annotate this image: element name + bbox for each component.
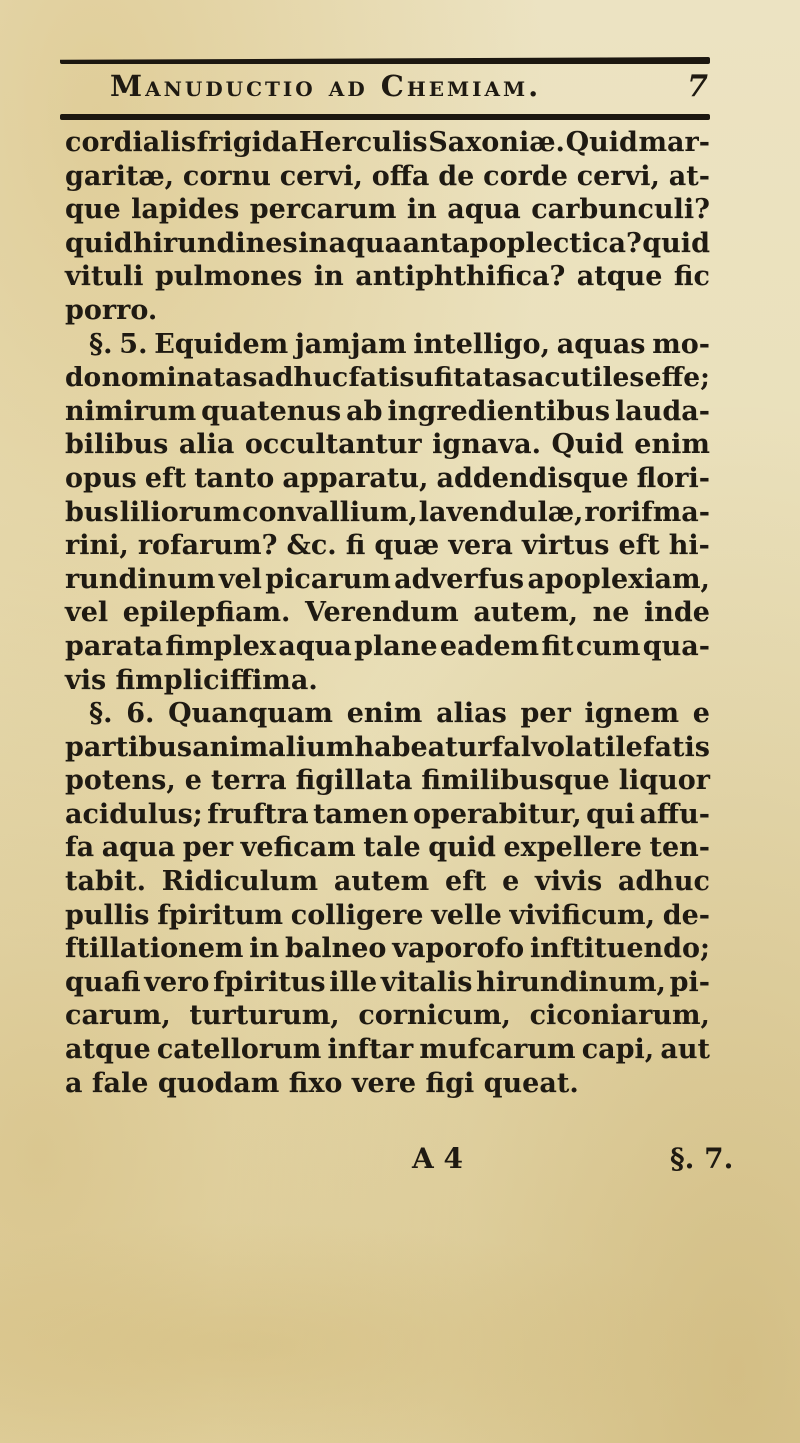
word: Quanquam <box>168 698 334 730</box>
word: fpiritus <box>213 966 326 998</box>
running-header <box>110 64 710 108</box>
word: capi, <box>581 1034 655 1066</box>
word: qua- <box>642 630 710 662</box>
word: bilibus <box>65 429 169 461</box>
word: &c. <box>286 530 337 562</box>
text-line <box>65 831 710 865</box>
word: vivis <box>535 866 603 898</box>
text-line <box>65 227 710 261</box>
word: apparatu, <box>282 462 429 494</box>
word: velle <box>431 899 502 931</box>
word: balneo <box>284 933 387 965</box>
word: utiles <box>560 362 645 394</box>
word: fatis <box>642 731 710 763</box>
word: expellere <box>503 832 642 864</box>
word: fit <box>541 630 574 662</box>
word: aqua <box>278 630 352 662</box>
word: vaporofo <box>392 933 525 965</box>
section-heading-line <box>65 328 710 362</box>
text-line <box>65 1033 710 1067</box>
word: veficam <box>240 832 356 864</box>
word: catellorum <box>156 1034 322 1066</box>
word: rofarum? <box>137 530 278 562</box>
word: in <box>406 194 437 226</box>
word: tale <box>363 832 421 864</box>
word: inftituendo; <box>530 933 710 965</box>
word: vituli <box>65 261 144 293</box>
catchword: §. 7. <box>670 1142 734 1175</box>
word: eft <box>445 866 487 898</box>
word: percarum <box>249 194 397 226</box>
word: liquor <box>618 765 710 797</box>
text-line <box>65 260 710 294</box>
word: tabit. <box>65 866 146 898</box>
word: Verendum <box>304 597 459 629</box>
word: aqua <box>447 194 521 226</box>
word: ingredientibus <box>387 395 611 427</box>
word: mar- <box>638 127 710 158</box>
word: ignava. <box>432 429 541 461</box>
text-line <box>65 395 710 429</box>
word: fruftra <box>207 798 309 830</box>
text-line <box>65 193 710 227</box>
word: per <box>520 698 571 730</box>
page-footer <box>0 1142 800 1176</box>
word: figillata <box>295 765 413 797</box>
word: cordialis <box>65 127 197 158</box>
word: fi <box>345 530 366 562</box>
word: fa <box>65 832 95 864</box>
word: pi- <box>669 966 710 998</box>
word: animalium <box>192 731 355 763</box>
word: partibus <box>65 731 193 763</box>
word: offa <box>371 160 430 192</box>
word: Ridiculum <box>161 866 319 898</box>
word: in <box>313 261 344 293</box>
word: affu- <box>639 798 710 830</box>
word: colligere <box>290 899 424 931</box>
word: ciconiarum, <box>529 1000 710 1032</box>
word: rundinum <box>65 563 216 595</box>
word: liliorum <box>119 496 242 528</box>
word: operabitur, <box>412 798 582 830</box>
word: intelligo, <box>413 328 550 360</box>
text-line <box>65 865 710 899</box>
word: fimilibusque <box>421 765 610 797</box>
word: nominatas <box>101 362 258 394</box>
word: inde <box>644 597 710 629</box>
word: tamen <box>313 798 409 830</box>
word: opus <box>65 462 137 494</box>
word: Quid <box>565 127 638 158</box>
word: convallium, <box>242 496 418 528</box>
word: fimplex <box>165 630 276 662</box>
text-line: vis fimpliciffima. <box>65 664 318 696</box>
word: potens, <box>65 765 176 797</box>
word: garitæ, <box>65 160 175 192</box>
word: ufitatas <box>414 362 527 394</box>
word: fpiritum <box>157 899 284 931</box>
word: per <box>182 832 234 864</box>
word: in <box>249 933 280 965</box>
word: qui <box>586 798 635 830</box>
word: apoplexiam, <box>527 563 710 595</box>
text-line <box>65 596 710 630</box>
word: Herculis <box>298 127 428 158</box>
word: epilepfiam. <box>122 597 291 629</box>
word: autem, <box>473 597 579 629</box>
word: effe; <box>644 362 710 394</box>
word: fatis <box>348 362 415 394</box>
word: eft <box>618 530 660 562</box>
word: volatile <box>531 731 643 763</box>
word: Quid <box>551 429 624 461</box>
word: vel <box>65 597 109 629</box>
word: antapoplectica? <box>402 227 642 259</box>
word: cum <box>575 630 641 662</box>
text-line <box>65 899 710 933</box>
text-line: porro. <box>65 294 158 326</box>
word: alias <box>436 698 507 730</box>
word: ten- <box>649 832 710 864</box>
word: fic <box>673 261 710 293</box>
text-line <box>65 966 710 1000</box>
word: cervi, <box>576 160 660 192</box>
word: picarum <box>265 563 391 595</box>
word: autem <box>333 866 430 898</box>
word: vera <box>448 530 513 562</box>
word: vel <box>218 563 262 595</box>
word: addendisque <box>436 462 629 494</box>
word: e <box>184 765 202 797</box>
word: turturum, <box>189 1000 340 1032</box>
word: adhuc <box>257 362 349 394</box>
word: antiphthifica? <box>355 261 566 293</box>
word: Saxoniæ. <box>428 127 565 158</box>
word: habeatur <box>354 731 492 763</box>
word: Equidem <box>154 328 289 360</box>
word: ne <box>592 597 630 629</box>
word: §. <box>89 328 113 360</box>
word: aut <box>660 1034 710 1066</box>
text-line <box>65 999 710 1033</box>
word: carbunculi? <box>531 194 710 226</box>
word: terra <box>210 765 287 797</box>
text-line: a fale quodam fixo vere figi queat. <box>65 1067 579 1099</box>
running-title: Manuductio ad Chemiam. <box>110 69 542 103</box>
word: quafi <box>65 966 141 998</box>
word: bus <box>65 496 119 528</box>
page-number: 7 <box>687 68 710 104</box>
word: eadem <box>439 630 540 662</box>
text-line <box>65 764 710 798</box>
text-line <box>65 563 710 597</box>
word: pullis <box>65 899 150 931</box>
word: de <box>438 160 475 192</box>
word: mufcarum <box>419 1034 576 1066</box>
word: atque <box>576 261 663 293</box>
word: frigida <box>196 127 299 158</box>
word: rorifma- <box>584 496 710 528</box>
word: enim <box>346 698 423 730</box>
word: fal <box>491 731 532 763</box>
word: lapides <box>131 194 240 226</box>
word: alia <box>178 429 235 461</box>
word: cornicum, <box>358 1000 511 1032</box>
word: ftillationem <box>65 933 244 965</box>
word: occultantur <box>244 429 422 461</box>
signature-mark: A 4 <box>412 1142 463 1175</box>
header-rule-bottom <box>60 114 710 120</box>
text-line <box>65 529 710 563</box>
header-rule-top <box>60 57 710 64</box>
text-line <box>65 496 710 530</box>
word: inftar <box>327 1034 414 1066</box>
text-line <box>65 462 710 496</box>
word: de- <box>662 899 710 931</box>
word: rini, <box>65 530 129 562</box>
word: 6. <box>126 698 155 730</box>
word: adverfus <box>394 563 525 595</box>
word: plane <box>354 630 438 662</box>
text-line <box>65 731 710 765</box>
word: tanto <box>194 462 275 494</box>
text-line <box>65 630 710 664</box>
word: carum, <box>65 1000 171 1032</box>
word: 5. <box>119 328 148 360</box>
word: lavendulæ, <box>418 496 584 528</box>
word: que <box>65 194 121 226</box>
word: cornu <box>182 160 271 192</box>
word: nimirum <box>65 395 197 427</box>
word: e <box>692 698 710 730</box>
word: vero <box>144 966 210 998</box>
word: ignem <box>584 698 680 730</box>
word: in <box>298 227 329 259</box>
text-line <box>65 361 710 395</box>
word: corde <box>483 160 568 192</box>
word: aqua <box>101 832 176 864</box>
word: hi- <box>668 530 710 562</box>
word: hirundinum, <box>476 966 666 998</box>
word: quæ <box>374 530 440 562</box>
word: jamjam <box>294 328 407 360</box>
word: e <box>502 866 520 898</box>
word: quid <box>642 227 710 259</box>
word: pulmones <box>155 261 303 293</box>
word: eft <box>144 462 187 494</box>
word: parata <box>65 630 164 662</box>
word: at- <box>668 160 710 192</box>
word: enim <box>634 429 710 461</box>
word: quid <box>428 832 496 864</box>
paper-stain <box>0 1200 800 1443</box>
word: hirundines <box>133 227 298 259</box>
word: vivificum, <box>509 899 656 931</box>
word: adhuc <box>617 866 710 898</box>
body-text <box>65 126 710 1100</box>
word: aqua <box>328 227 403 259</box>
word: do <box>65 362 102 394</box>
word: cervi, <box>279 160 363 192</box>
word: lauda- <box>615 395 710 427</box>
word: §. <box>89 698 113 730</box>
word: acidulus; <box>65 798 203 830</box>
word: aquas <box>556 328 646 360</box>
word: mo- <box>652 328 710 360</box>
word: virtus <box>521 530 610 562</box>
text-line <box>65 160 710 194</box>
text-line <box>65 428 710 462</box>
word: quid <box>65 227 133 259</box>
word: ab <box>346 395 383 427</box>
section-heading-line <box>65 697 710 731</box>
word: atque <box>65 1034 151 1066</box>
word: ac <box>527 362 561 394</box>
word: vitalis <box>380 966 473 998</box>
word: flori- <box>636 462 710 494</box>
word: quatenus <box>201 395 342 427</box>
text-line <box>65 932 710 966</box>
word: ille <box>329 966 378 998</box>
text-line <box>65 798 710 832</box>
text-line <box>65 126 710 160</box>
